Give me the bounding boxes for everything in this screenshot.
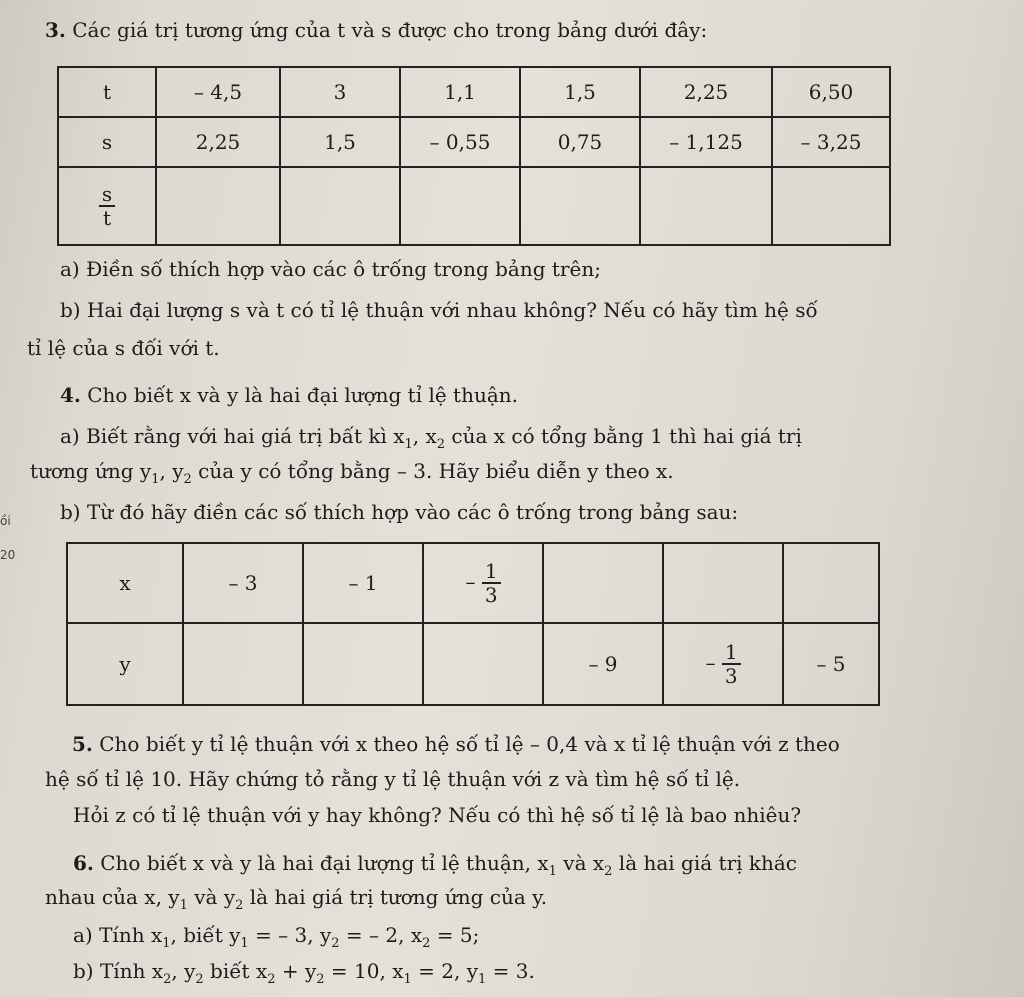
empty-cell — [640, 167, 772, 245]
problem-3a: a) Điền số thích hợp vào các ô trống trong bảng trên; — [60, 257, 601, 281]
empty-cell — [156, 167, 280, 245]
problem-text: Cho biết x và y là hai đại lượng tỉ lệ thuận. — [87, 383, 519, 407]
table-x-y — [66, 542, 880, 706]
table-row-s — [58, 117, 890, 167]
cell-x: – 1 — [303, 543, 423, 623]
problem-5-line3: Hỏi z có tỉ lệ thuận với y hay không? Nếu có thì hệ số tỉ lệ là bao nhiêu? — [73, 803, 802, 827]
problem-5-line2: hệ số tỉ lệ 10. Hãy chứng tỏ rằng y tỉ lệ thuận với z và tìm hệ số tỉ lệ. — [45, 767, 741, 791]
problem-6-line2: nhau của x, $y_1$ và $y_2$ là hai giá trị tương ứng của y. — [45, 885, 548, 913]
problem-number: 3. — [45, 18, 66, 42]
empty-cell — [303, 623, 423, 705]
cell-t: 2,25 — [640, 67, 772, 117]
problem-4a-line1: a) Biết rằng với hai giá trị bất kì $x_1$, $x_2$ của x có tổng bằng 1 thì hai giá trị — [60, 424, 802, 452]
problem-number: 6. — [73, 851, 94, 875]
cell-s: – 0,55 — [400, 117, 520, 167]
empty-cell — [543, 543, 663, 623]
cell-x: – 3 — [183, 543, 303, 623]
cell-s: 0,75 — [520, 117, 640, 167]
problem-number: 5. — [72, 732, 93, 756]
row-label-ratio — [58, 167, 156, 245]
table-row-y — [67, 623, 879, 705]
problem-3b-line2: tỉ lệ của s đối với t. — [27, 336, 220, 360]
problem-3b-line1: b) Hai đại lượng s và t có tỉ lệ thuận với nhau không? Nếu có hãy tìm hệ số — [60, 298, 818, 322]
empty-cell — [663, 543, 783, 623]
cell-t: 1,1 — [400, 67, 520, 117]
cell-y: – $\frac{1}{3}$ — [663, 623, 783, 705]
margin-mark: ồi — [0, 514, 11, 528]
empty-cell — [423, 623, 543, 705]
table-row-x — [67, 543, 879, 623]
table-row-ratio — [58, 167, 890, 245]
table-t-s — [57, 66, 891, 246]
cell-s: 2,25 — [156, 117, 280, 167]
empty-cell — [783, 543, 879, 623]
cell-t: 3 — [280, 67, 400, 117]
cell-s: 1,5 — [280, 117, 400, 167]
empty-cell — [183, 623, 303, 705]
row-label-y: y — [67, 623, 183, 705]
problem-6-line1: 6. Cho biết x và y là hai đại lượng tỉ lệ thuận, $x_1$ và $x_2$ là hai giá trị khác — [73, 851, 798, 879]
row-label-x: x — [67, 543, 183, 623]
empty-cell — [520, 167, 640, 245]
problem-4-heading — [60, 382, 518, 408]
table-row-t — [58, 67, 890, 117]
problem-4a-line2: tương ứng $y_1$, $y_2$ của y có tổng bằng – 3. Hãy biểu diễn y theo x. — [30, 459, 674, 487]
fraction-minus-one-third: $\frac{1}{3}$ — [722, 641, 741, 687]
problem-6a: a) Tính $x_1$, biết $y_1$ = – 3, $y_2$ = – 2, $x_2 = 5$; — [73, 923, 480, 951]
problem-3-heading — [45, 17, 707, 43]
margin-mark: 20 — [0, 548, 16, 562]
cell-s: – 3,25 — [772, 117, 890, 167]
empty-cell — [280, 167, 400, 245]
row-label-t: t — [58, 67, 156, 117]
cell-s: – 1,125 — [640, 117, 772, 167]
empty-cell — [772, 167, 890, 245]
problem-6b: b) Tính $x_2$, $y_2$ biết $x_2 + y_2 = 10$, $x_1 = 2$, $y_1 = 3$. — [73, 959, 535, 987]
cell-y: – 9 — [543, 623, 663, 705]
fraction-minus-one-third: $\frac{1}{3}$ — [482, 560, 501, 606]
cell-t: – 4,5 — [156, 67, 280, 117]
cell-t: 6,50 — [772, 67, 890, 117]
empty-cell — [400, 167, 520, 245]
cell-y: – 5 — [783, 623, 879, 705]
cell-x: – $\frac{1}{3}$ — [423, 543, 543, 623]
cell-t: 1,5 — [520, 67, 640, 117]
problem-number: 4. — [60, 383, 81, 407]
problem-text: Các giá trị tương ứng của t và s được cho trong bảng dưới đây: — [72, 18, 708, 42]
problem-4b: b) Từ đó hãy điền các số thích hợp vào các ô trống trong bảng sau: — [60, 500, 739, 524]
problem-5-line1: 5. Cho biết y tỉ lệ thuận với x theo hệ số tỉ lệ – 0,4 và x tỉ lệ thuận với z theo — [72, 732, 840, 756]
row-label-s: s — [58, 117, 156, 167]
fraction-s-over-t: $\frac{s}{t}$ — [99, 183, 115, 229]
